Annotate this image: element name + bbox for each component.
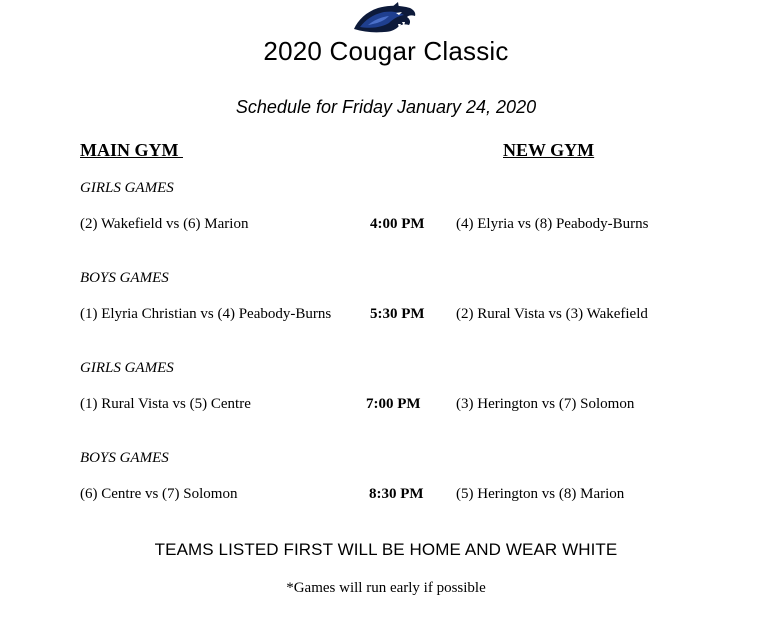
main-gym-game: (6) Centre vs (7) Solomon	[80, 486, 238, 502]
main-gym-game: (2) Wakefield vs (6) Marion	[80, 216, 249, 232]
new-gym-game: (3) Herington vs (7) Solomon	[456, 396, 635, 412]
home-team-notice: TEAMS LISTED FIRST WILL BE HOME AND WEAR WHITE	[154, 540, 618, 559]
section-label: GIRLS GAMES	[80, 360, 174, 376]
new-gym-game: (2) Rural Vista vs (3) Wakefield	[456, 306, 648, 322]
new-gym-game: (5) Herington vs (8) Marion	[456, 486, 625, 502]
new-gym-header: NEW GYM	[503, 140, 595, 160]
new-gym-game: (4) Elyria vs (8) Peabody-Burns	[456, 216, 649, 232]
section-label: GIRLS GAMES	[80, 180, 174, 196]
main-gym-game: (1) Rural Vista vs (5) Centre	[80, 396, 251, 412]
game-time: 8:30 PM	[369, 486, 424, 502]
main-gym-header: MAIN GYM	[80, 140, 183, 160]
footnote: *Games will run early if possible	[286, 580, 486, 596]
section-label: BOYS GAMES	[80, 450, 169, 466]
game-time: 5:30 PM	[370, 306, 425, 322]
game-time: 7:00 PM	[366, 396, 421, 412]
main-gym-game: (1) Elyria Christian vs (4) Peabody-Burns	[80, 306, 332, 322]
schedule-date-subtitle: Schedule for Friday January 24, 2020	[235, 97, 537, 117]
game-time: 4:00 PM	[370, 216, 425, 232]
section-label: BOYS GAMES	[80, 270, 169, 286]
page-title: 2020 Cougar Classic	[263, 36, 509, 66]
cougar-head-logo-icon	[352, 2, 418, 36]
